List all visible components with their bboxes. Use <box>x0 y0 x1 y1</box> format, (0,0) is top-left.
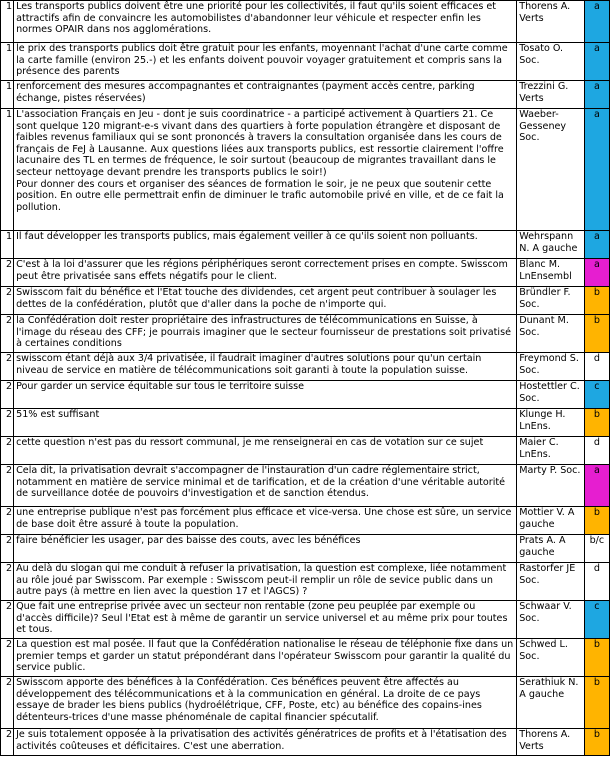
table-row <box>1 563 610 601</box>
author-cell: Dunant M. Soc. <box>517 315 585 353</box>
question-number-cell: 2 <box>1 409 14 437</box>
author-cell: Waeber-Gesseney Soc. <box>517 109 585 231</box>
comment-text-cell: Pour garder un service équitable sur tous le territoire suisse <box>14 381 517 409</box>
author-cell: Blanc M. LnEnsembl <box>517 259 585 287</box>
author-cell: Bründler F. Soc. <box>517 287 585 315</box>
author-cell: Klunge H. LnEns. <box>517 409 585 437</box>
table-row <box>1 315 610 353</box>
table-row <box>1 43 610 81</box>
table-row <box>1 507 610 535</box>
question-number-cell: 2 <box>1 639 14 677</box>
category-code-cell: d <box>584 563 609 601</box>
author-cell: Wehrspann N. A gauche <box>517 231 585 259</box>
comment-text-cell: Cela dit, la privatisation devrait s'accompagner de l'instauration d'un cadre réglementaire strict, notamment en matière de service minimal et de tarification, et de la création d'une véritable autorité de surveillance dotée de pouvoirs d'investigation et de sanction étendus. <box>14 465 517 507</box>
table-row <box>1 231 610 259</box>
author-cell: Marty P. Soc. <box>517 465 585 507</box>
question-number-cell: 2 <box>1 601 14 639</box>
comment-text-cell: le prix des transports publics doit être gratuit pour les enfants, moyennant l'achat d'une carte comme la carte famille (environ 25.-) et les enfants doivent pouvoir voyager gratuitement et compris sans la présence des parents <box>14 43 517 81</box>
author-cell: Tosato O. Soc. <box>517 43 585 81</box>
author-cell: Thorens A. Verts <box>517 1 585 43</box>
comment-text-cell: une entreprise publique n'est pas forcément plus efficace et vice-versa. Une chose est sûre, un service de base doit être assuré à toute la population. <box>14 507 517 535</box>
question-number-cell: 1 <box>1 231 14 259</box>
author-cell: Hostettler C. Soc. <box>517 381 585 409</box>
category-code-cell: b <box>584 507 609 535</box>
table-row <box>1 409 610 437</box>
category-code-cell: d <box>584 437 609 465</box>
comment-text-cell: Swisscom apporte des bénéfices à la Confédération. Ces bénéfices peuvent être affectés au développement des télécommunications et à la communication en général. La droite de ce pays essaye de brader les biens publics (hydroélétrique, CFF, Poste, etc) au bénéfice des copains-ines détenteurs-trices d'une masse phénoménale de capital financier spécutalif. <box>14 677 517 729</box>
author-cell: Trezzini G. Verts <box>517 81 585 109</box>
comments-table-body <box>1 1 610 756</box>
comment-text-cell: faire bénéficier les usager, par des baisse des couts, avec les bénéfices <box>14 535 517 563</box>
table-row <box>1 287 610 315</box>
author-cell: Maier C. LnEns. <box>517 437 585 465</box>
question-number-cell: 2 <box>1 287 14 315</box>
comment-text-cell: renforcement des mesures accompagnantes et contraignantes (payment accès centre, parking échange, pistes réservées) <box>14 81 517 109</box>
table-row <box>1 601 610 639</box>
question-number-cell: 2 <box>1 563 14 601</box>
category-code-cell: b <box>584 287 609 315</box>
category-code-cell: a <box>584 465 609 507</box>
category-code-cell: a <box>584 81 609 109</box>
comment-text-cell: L'association Français en Jeu - dont je suis coordinatrice - a participé activement à Quartiers 21. Ce sont quelque 120 migrant-e-s vivant dans des quartiers à forte population étrangère et disposant de faibles revenus familiaux qui se sont prononcés à travers la consultation organisée dans les cours de français de FeJ à Lausanne. Aux questions liées aux transports publics, est ressortie clairement l'offre lacunaire des TL en termes de fréquence, le soir surtout (beaucoup de migrantes travaillant dans le secteur nettoyage devant prendre les transports publics le soir!) Pour donner des cours et organiser des séances de formation le soir, je ne peux que soutenir cette position. En outre elle permettrait enfin de diminuer le trafic automobile privé en ville, et de ce fait la pollution. <box>14 109 517 231</box>
category-code-cell: b <box>584 729 609 756</box>
table-row <box>1 1 610 43</box>
category-code-cell: c <box>584 381 609 409</box>
author-cell: Freymond S. Soc. <box>517 353 585 381</box>
question-number-cell: 1 <box>1 81 14 109</box>
comment-text-cell: cette question n'est pas du ressort communal, je me renseignerai en cas de votation sur ce sujet <box>14 437 517 465</box>
question-number-cell: 1 <box>1 1 14 43</box>
category-code-cell: a <box>584 1 609 43</box>
category-code-cell: c <box>584 601 609 639</box>
question-number-cell: 2 <box>1 677 14 729</box>
table-row <box>1 381 610 409</box>
author-cell: Prats A. A gauche <box>517 535 585 563</box>
author-cell: Thorens A. Verts <box>517 729 585 756</box>
category-code-cell: a <box>584 259 609 287</box>
question-number-cell: 2 <box>1 353 14 381</box>
author-cell: Mottier V. A gauche <box>517 507 585 535</box>
comment-text-cell: Il faut développer les transports publics, mais également veiller à ce qu'ils soient non polluants. <box>14 231 517 259</box>
comment-text-cell: La question est mal posée. Il faut que la Confédération nationalise le réseau de téléphonie fixe dans un premier temps et garder un statut prépondérant dans l'opérateur Swisscom pour garantir la qualité du service public. <box>14 639 517 677</box>
comment-text-cell: la Confédération doit rester propriétaire des infrastructures de télécommunications en Suisse, à l'image du réseau des CFF; je pourrais imaginer que le secteur fournisseur de prestations soit privatisé à certaines conditions <box>14 315 517 353</box>
category-code-cell: a <box>584 231 609 259</box>
comment-text-cell: 51% est suffisant <box>14 409 517 437</box>
category-code-cell: a <box>584 43 609 81</box>
table-row <box>1 109 610 231</box>
question-number-cell: 1 <box>1 43 14 81</box>
table-row <box>1 677 610 729</box>
table-row <box>1 639 610 677</box>
question-number-cell: 2 <box>1 535 14 563</box>
author-cell: Schwaar V. Soc. <box>517 601 585 639</box>
question-number-cell: 2 <box>1 729 14 756</box>
question-number-cell: 2 <box>1 381 14 409</box>
question-number-cell: 2 <box>1 315 14 353</box>
table-row <box>1 465 610 507</box>
table-row <box>1 259 610 287</box>
table-row <box>1 437 610 465</box>
category-code-cell: b/c <box>584 535 609 563</box>
comment-text-cell: Que fait une entreprise privée avec un secteur non rentable (zone peu peuplée par exemple ou d'accès difficile)? Seul l'Etat est à même de garantir un service universel et au même prix pour toutes et tous. <box>14 601 517 639</box>
category-code-cell: a <box>584 109 609 231</box>
table-row <box>1 81 610 109</box>
comment-text-cell: swisscom étant déjà aux 3/4 privatisée, il faudrait imaginer d'autres solutions pour qu'un certain niveau de service en matière de télécommunications soit garanti à toute la population suisse. <box>14 353 517 381</box>
author-cell: Rastorfer JE Soc. <box>517 563 585 601</box>
comment-text-cell: Je suis totalement opposée à la privatisation des activités génératrices de profits et à l'étatisation des activités coûteuses et déficitaires. C'est une aberration. <box>14 729 517 756</box>
comment-text-cell: Au delà du slogan qui me conduit à refuser la privatisation, la question est complexe, liée notamment au rôle joué par Swisscom. Par exemple : Swisscom peut-il remplir un rôle de sevice public dans un autre pays (à mettre en lien avec la question 17 et l'AGCS) ? <box>14 563 517 601</box>
table-row <box>1 535 610 563</box>
table-row <box>1 353 610 381</box>
category-code-cell: b <box>584 315 609 353</box>
author-cell: Serathiuk N. A gauche <box>517 677 585 729</box>
comment-text-cell: Swisscom fait du bénéfice et l'Etat touche des dividendes, cet argent peut contribuer à soulager les dettes de la confédération, plutôt que d'aller dans la poche de n'importe qui. <box>14 287 517 315</box>
category-code-cell: b <box>584 639 609 677</box>
question-number-cell: 2 <box>1 507 14 535</box>
category-code-cell: b <box>584 409 609 437</box>
question-number-cell: 2 <box>1 259 14 287</box>
comment-text-cell: Les transports publics doivent être une priorité pour les collectivités, il faut qu'ils soient efficaces et attractifs afin de convaincre les automobilistes d'abandonner leur véhicule et respecter enfin les normes OPAIR dans nos agglomérations. <box>14 1 517 43</box>
question-number-cell: 2 <box>1 437 14 465</box>
author-cell: Schwed L. Soc. <box>517 639 585 677</box>
category-code-cell: d <box>584 353 609 381</box>
question-number-cell: 2 <box>1 465 14 507</box>
question-number-cell: 1 <box>1 109 14 231</box>
table-row <box>1 729 610 756</box>
comment-text-cell: C'est à la loi d'assurer que les régions périphériques seront correctement prises en compte. Swisscom peut être privatisée sans effets négatifs pour le client. <box>14 259 517 287</box>
category-code-cell: b <box>584 677 609 729</box>
